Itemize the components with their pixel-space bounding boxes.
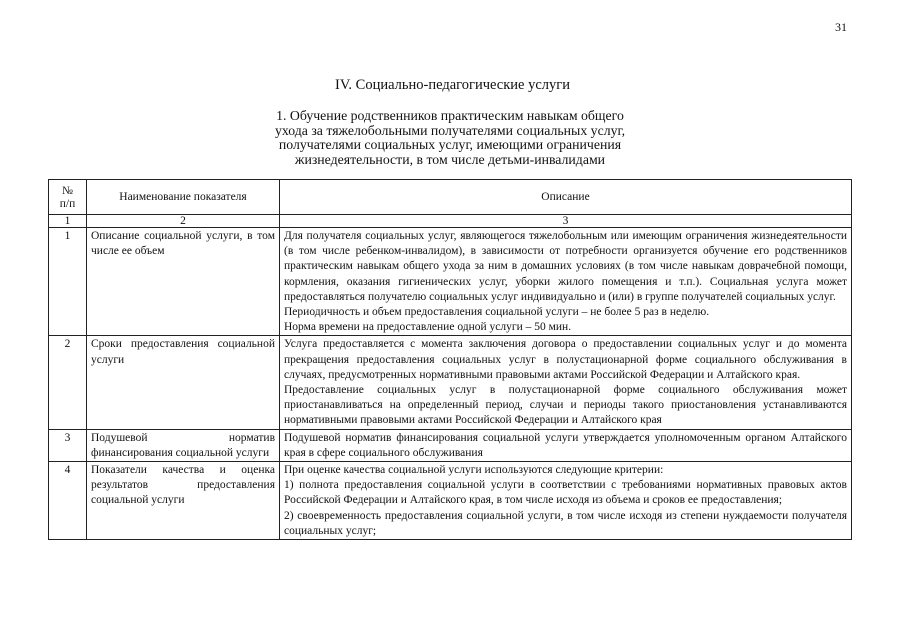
section-title: IV. Социально-педагогические услуги xyxy=(334,77,570,93)
subtitle-line: 1. Обучение родственников практическим навыкам общего xyxy=(276,108,624,123)
row-description xyxy=(280,228,852,336)
row-description xyxy=(280,462,852,540)
row-number: 4 xyxy=(49,462,87,540)
table-row xyxy=(49,429,852,461)
description-paragraph: Норма времени на предоставление одной услуги – 50 мин. xyxy=(284,321,572,334)
subtitle-line: жизнедеятельности, в том числе детьми-инвалидами xyxy=(294,151,606,167)
description-paragraph: Подушевой норматив финансирования социальной услуги утверждается уполномоченным органом Алтайского края в сфере социального обслуживания xyxy=(284,431,847,459)
row-name: Сроки предоставления социальной услуги xyxy=(87,336,280,429)
row-number: 2 xyxy=(49,336,87,429)
row-name: Показатели качества и оценка результатов предоставления социальной услуги xyxy=(87,462,280,540)
column-number: 1 xyxy=(49,215,87,228)
description-paragraph: Услуга предоставляется с момента заключения договора о предоставлении социальных услуг и до момента прекращения предоставления социальных услуг в полустационарной форме социального обслуживания в случаях, предусмотренных нормативными правовыми актами Российской Федерации и Алтайского края. xyxy=(284,338,847,381)
header-description: Описание xyxy=(280,180,852,215)
description-paragraph: Для получателя социальных услуг, являющегося тяжелобольным или имеющим ограничения жизнедеятельности (в том числе ребенком-инвалидом), в зависимости от потребности организуется обучение его родственников практическим навыкам общего ухода за ним в домашних условиях (в том числе навыкам доврачебной помощи, кормления, оказания гигиенических услуг, уборки жилого помещения и т.п.). Социальная услуга может предоставляться получателю социальных услуг индивидуально и (или) в группе получателей социальных услуг. xyxy=(284,230,847,303)
column-number: 3 xyxy=(280,215,852,228)
table-header-row xyxy=(49,180,852,215)
column-number-row xyxy=(49,215,852,228)
description-paragraph: 1) полнота предоставления социальной услуги в соответствии с требованиями нормативных правовых актов Российской Федерации и Алтайского края, в том числе исходя из объема и сроков ее предоставления; xyxy=(284,479,847,507)
description-paragraph: Предоставление социальных услуг в полустационарной форме социального обслуживания может приостанавливаться на определенный период, случаи и периоды такого приостановления устанавливаются нормативными правовыми актами Российской Федерации и Алтайского края xyxy=(284,384,847,427)
subtitle xyxy=(150,109,750,167)
table-row xyxy=(49,336,852,429)
description-paragraph: Периодичность и объем предоставления социальной услуги – не более 5 раз в неделю. xyxy=(284,306,710,319)
description-paragraph: 2) своевременность предоставления социальной услуги, в том числе исходя из степени нуждаемости получателя социальных услуг; xyxy=(284,509,847,537)
row-number: 3 xyxy=(49,429,87,461)
row-name: Подушевой норматив финансирования социальной услуги xyxy=(87,429,280,461)
subtitle-line: ухода за тяжелобольными получателями социальных услуг, xyxy=(274,122,626,138)
service-table xyxy=(48,179,852,540)
header-number-line1: № xyxy=(62,184,73,197)
row-name: Описание социальной услуги, в том числе ее объем xyxy=(87,228,280,336)
description-paragraph: При оценке качества социальной услуги используются следующие критерии: xyxy=(284,464,664,477)
header-number xyxy=(49,180,87,215)
table-row xyxy=(49,462,852,540)
row-number: 1 xyxy=(49,228,87,336)
row-description xyxy=(280,429,852,461)
page-number: 31 xyxy=(835,20,847,34)
row-description xyxy=(280,336,852,429)
header-name: Наименование показателя xyxy=(87,180,280,215)
table-row xyxy=(49,228,852,336)
header-number-line2: п/п xyxy=(59,197,76,210)
column-number: 2 xyxy=(87,215,280,228)
subtitle-line: получателями социальных услуг, имеющими ограничения xyxy=(278,137,622,152)
